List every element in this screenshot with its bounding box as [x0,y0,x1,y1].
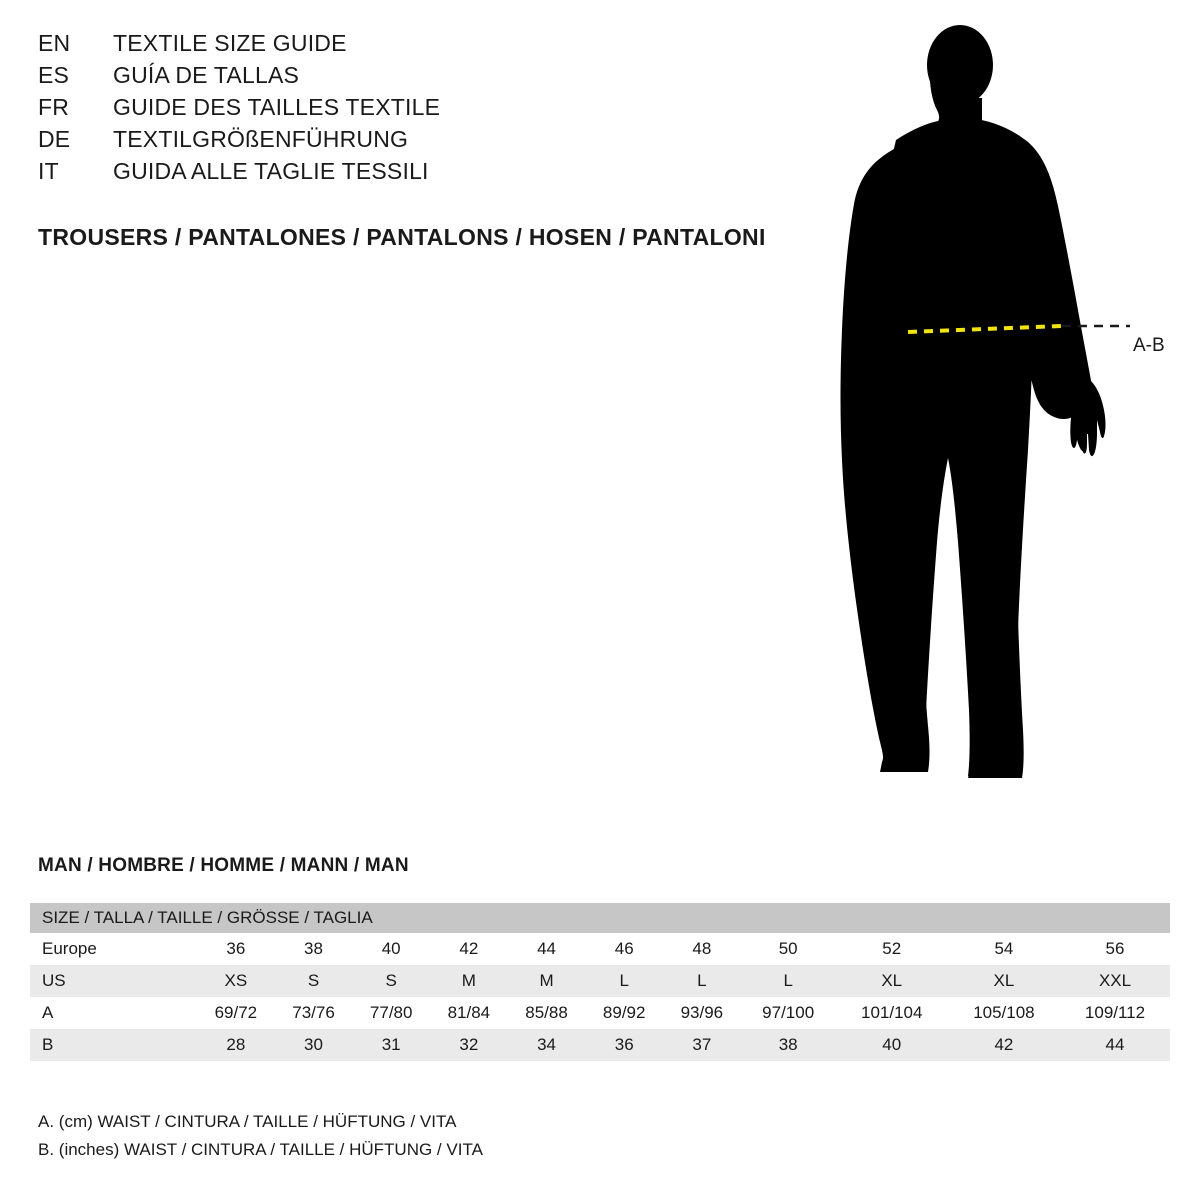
language-row [38,126,818,158]
table-row [30,965,1170,997]
table-cell: 81/84 [430,997,508,1029]
language-row [38,158,818,190]
table-cell: L [741,965,836,997]
table-cell: 69/72 [197,997,275,1029]
table-cell: 52 [836,933,948,965]
table-cell: M [430,965,508,997]
table-cell: 32 [430,1029,508,1061]
table-cell: 34 [508,1029,586,1061]
figure-illustration [800,20,1200,810]
row-label: B [30,1029,197,1061]
table-cell: 42 [430,933,508,965]
language-title: GUÍA DE TALLAS [113,62,300,88]
table-cell: 28 [197,1029,275,1061]
silhouette-body [881,25,1097,776]
table-cell: S [352,965,430,997]
table-row [30,997,1170,1029]
table-cell: 37 [663,1029,741,1061]
table-cell: 56 [1060,933,1170,965]
size-table [30,903,1170,1061]
garment-title: TROUSERS / PANTALONES / PANTALONS / HOSEN / PANTALONI [38,224,766,250]
row-label: A [30,997,197,1029]
footnote-b: B. (inches) WAIST / CINTURA / TAILLE / HÜFTUNG / VITA [38,1140,483,1159]
table-header-label: SIZE / TALLA / TAILLE / GRÖSSE / TAGLIA [30,903,1170,933]
table-cell: 89/92 [585,997,663,1029]
language-code: DE [38,126,71,152]
table-cell: 109/112 [1060,997,1170,1029]
table-cell: L [663,965,741,997]
table-row [30,1029,1170,1061]
language-code: FR [38,94,70,120]
table-cell: 101/104 [836,997,948,1029]
table-cell: XXL [1060,965,1170,997]
table-cell: XL [836,965,948,997]
language-list [38,30,818,190]
language-row [38,30,818,62]
table-cell: XL [948,965,1060,997]
footnotes [38,1108,483,1164]
table-cell: 85/88 [508,997,586,1029]
table-cell: 46 [585,933,663,965]
language-row [38,94,818,126]
language-title: GUIDA ALLE TAGLIE TESSILI [113,158,429,184]
table-header-row [30,903,1170,933]
table-cell: 105/108 [948,997,1060,1029]
language-title: TEXTILGRÖßENFÜHRUNG [113,126,409,152]
male-silhouette [800,20,1200,810]
table-cell: 77/80 [352,997,430,1029]
language-title: GUIDE DES TAILLES TEXTILE [113,94,441,120]
language-title: TEXTILE SIZE GUIDE [113,30,347,56]
table-cell: XS [197,965,275,997]
table-cell: 36 [197,933,275,965]
measure-label-ab: A-B [1133,335,1165,356]
table-section-title: MAN / HOMBRE / HOMME / MANN / MAN [38,855,409,876]
table-cell: 38 [275,933,353,965]
footnote-a: A. (cm) WAIST / CINTURA / TAILLE / HÜFTUNG / VITA [38,1112,457,1131]
table-cell: 97/100 [741,997,836,1029]
table-cell: 93/96 [663,997,741,1029]
table-cell: 48 [663,933,741,965]
language-code: EN [38,30,71,56]
row-label: Europe [30,933,197,965]
table-cell: L [585,965,663,997]
table-cell: 31 [352,1029,430,1061]
table-row [30,933,1170,965]
table-cell: 50 [741,933,836,965]
table-cell: S [275,965,353,997]
table-cell: 44 [508,933,586,965]
row-label: US [30,965,197,997]
table-cell: 40 [836,1029,948,1061]
table-cell: 54 [948,933,1060,965]
table-cell: 42 [948,1029,1060,1061]
table-cell: 40 [352,933,430,965]
table-cell: 73/76 [275,997,353,1029]
table-cell: 38 [741,1029,836,1061]
table-cell: 44 [1060,1029,1170,1061]
language-code: IT [38,158,59,184]
language-code: ES [38,62,70,88]
table-cell: 36 [585,1029,663,1061]
table-cell: M [508,965,586,997]
table-cell: 30 [275,1029,353,1061]
language-row [38,62,818,94]
